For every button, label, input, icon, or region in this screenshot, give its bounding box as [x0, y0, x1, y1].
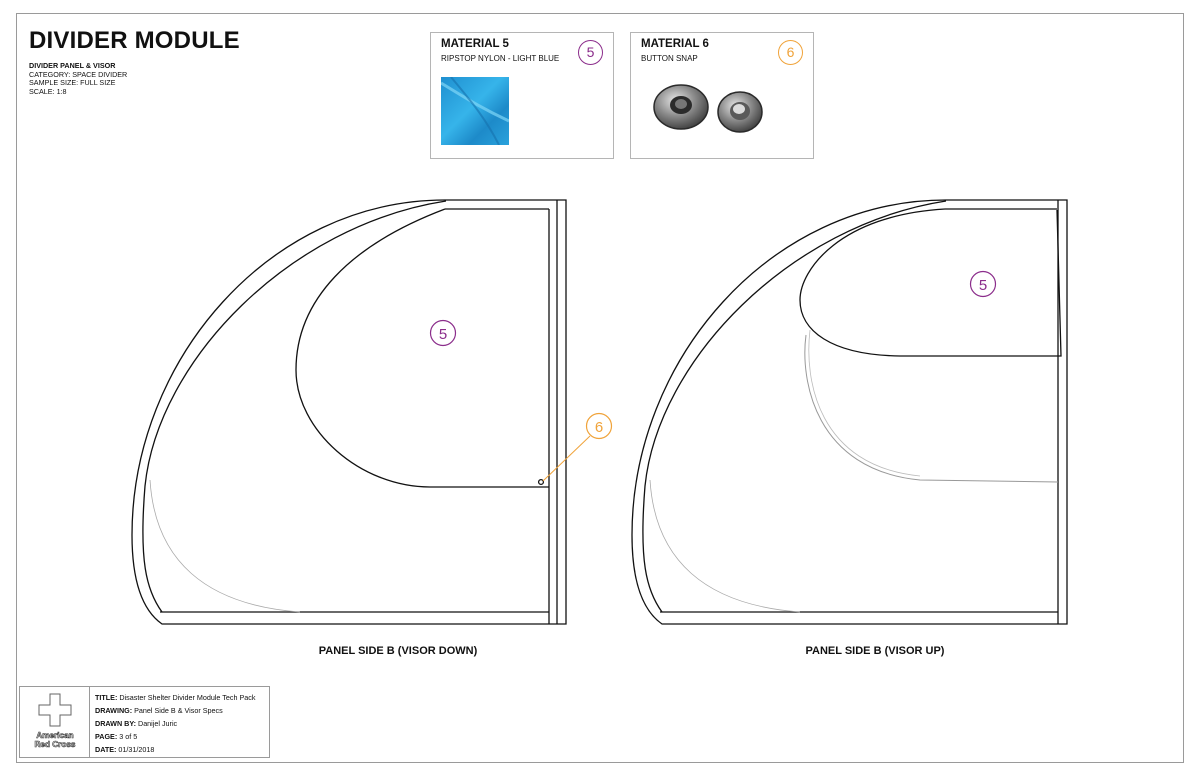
- material-desc: RIPSTOP NYLON - LIGHT BLUE: [441, 54, 560, 63]
- info-drawing-label: DRAWING:: [95, 706, 133, 715]
- info-title-label: TITLE:: [95, 693, 118, 702]
- callout-right-fabric: 5: [978, 277, 988, 294]
- callout-left-fabric: 5: [438, 326, 448, 343]
- spec-category: CATEGORY: SPACE DIVIDER: [29, 69, 128, 79]
- page-title: DIVIDER MODULE: [29, 27, 240, 54]
- info-title: [95, 691, 255, 704]
- material-name: MATERIAL 5: [441, 38, 509, 50]
- info-date: [95, 743, 255, 756]
- info-drawing-value: Panel Side B & Visor Specs: [132, 706, 223, 715]
- info-page-value: 3 of 5: [117, 732, 138, 741]
- red-cross-logo: [20, 687, 90, 757]
- info-drawn-by-value: Danijel Juric: [136, 719, 178, 728]
- logo-text-line1: American: [36, 731, 74, 740]
- info-page: [95, 730, 255, 743]
- material-desc: BUTTON SNAP: [641, 54, 698, 63]
- callout-left-snap: 6: [594, 419, 604, 436]
- caption-visor-up: PANEL SIDE B (VISOR UP): [805, 645, 945, 657]
- panel-visor-up-drawing: [632, 200, 1067, 624]
- material-number-badge: 6: [778, 40, 803, 65]
- info-rows: [90, 687, 255, 757]
- material-number-badge: 5: [578, 40, 603, 65]
- info-title-value: Disaster Shelter Divider Module Tech Pack: [117, 693, 256, 702]
- logo-text: [20, 731, 90, 749]
- info-page-label: PAGE:: [95, 732, 118, 741]
- cross-icon: [38, 693, 72, 727]
- logo-text-line2: Red Cross: [34, 740, 76, 749]
- caption-visor-down: PANEL SIDE B (VISOR DOWN): [318, 645, 478, 657]
- info-drawing: [95, 704, 255, 717]
- info-date-value: 01/31/2018: [116, 745, 155, 754]
- spec-sample-size: SAMPLE SIZE: FULL SIZE: [29, 78, 116, 88]
- info-block: [19, 686, 270, 758]
- info-date-label: DATE:: [95, 745, 117, 754]
- info-drawn-by-label: DRAWN BY:: [95, 719, 136, 728]
- panel-visor-down-drawing: [132, 200, 566, 624]
- material-name: MATERIAL 6: [641, 38, 709, 50]
- info-drawn-by: [95, 717, 255, 730]
- spec-subtitle: DIVIDER PANEL & VISOR: [29, 61, 116, 70]
- spec-scale: SCALE: 1:8: [29, 86, 67, 96]
